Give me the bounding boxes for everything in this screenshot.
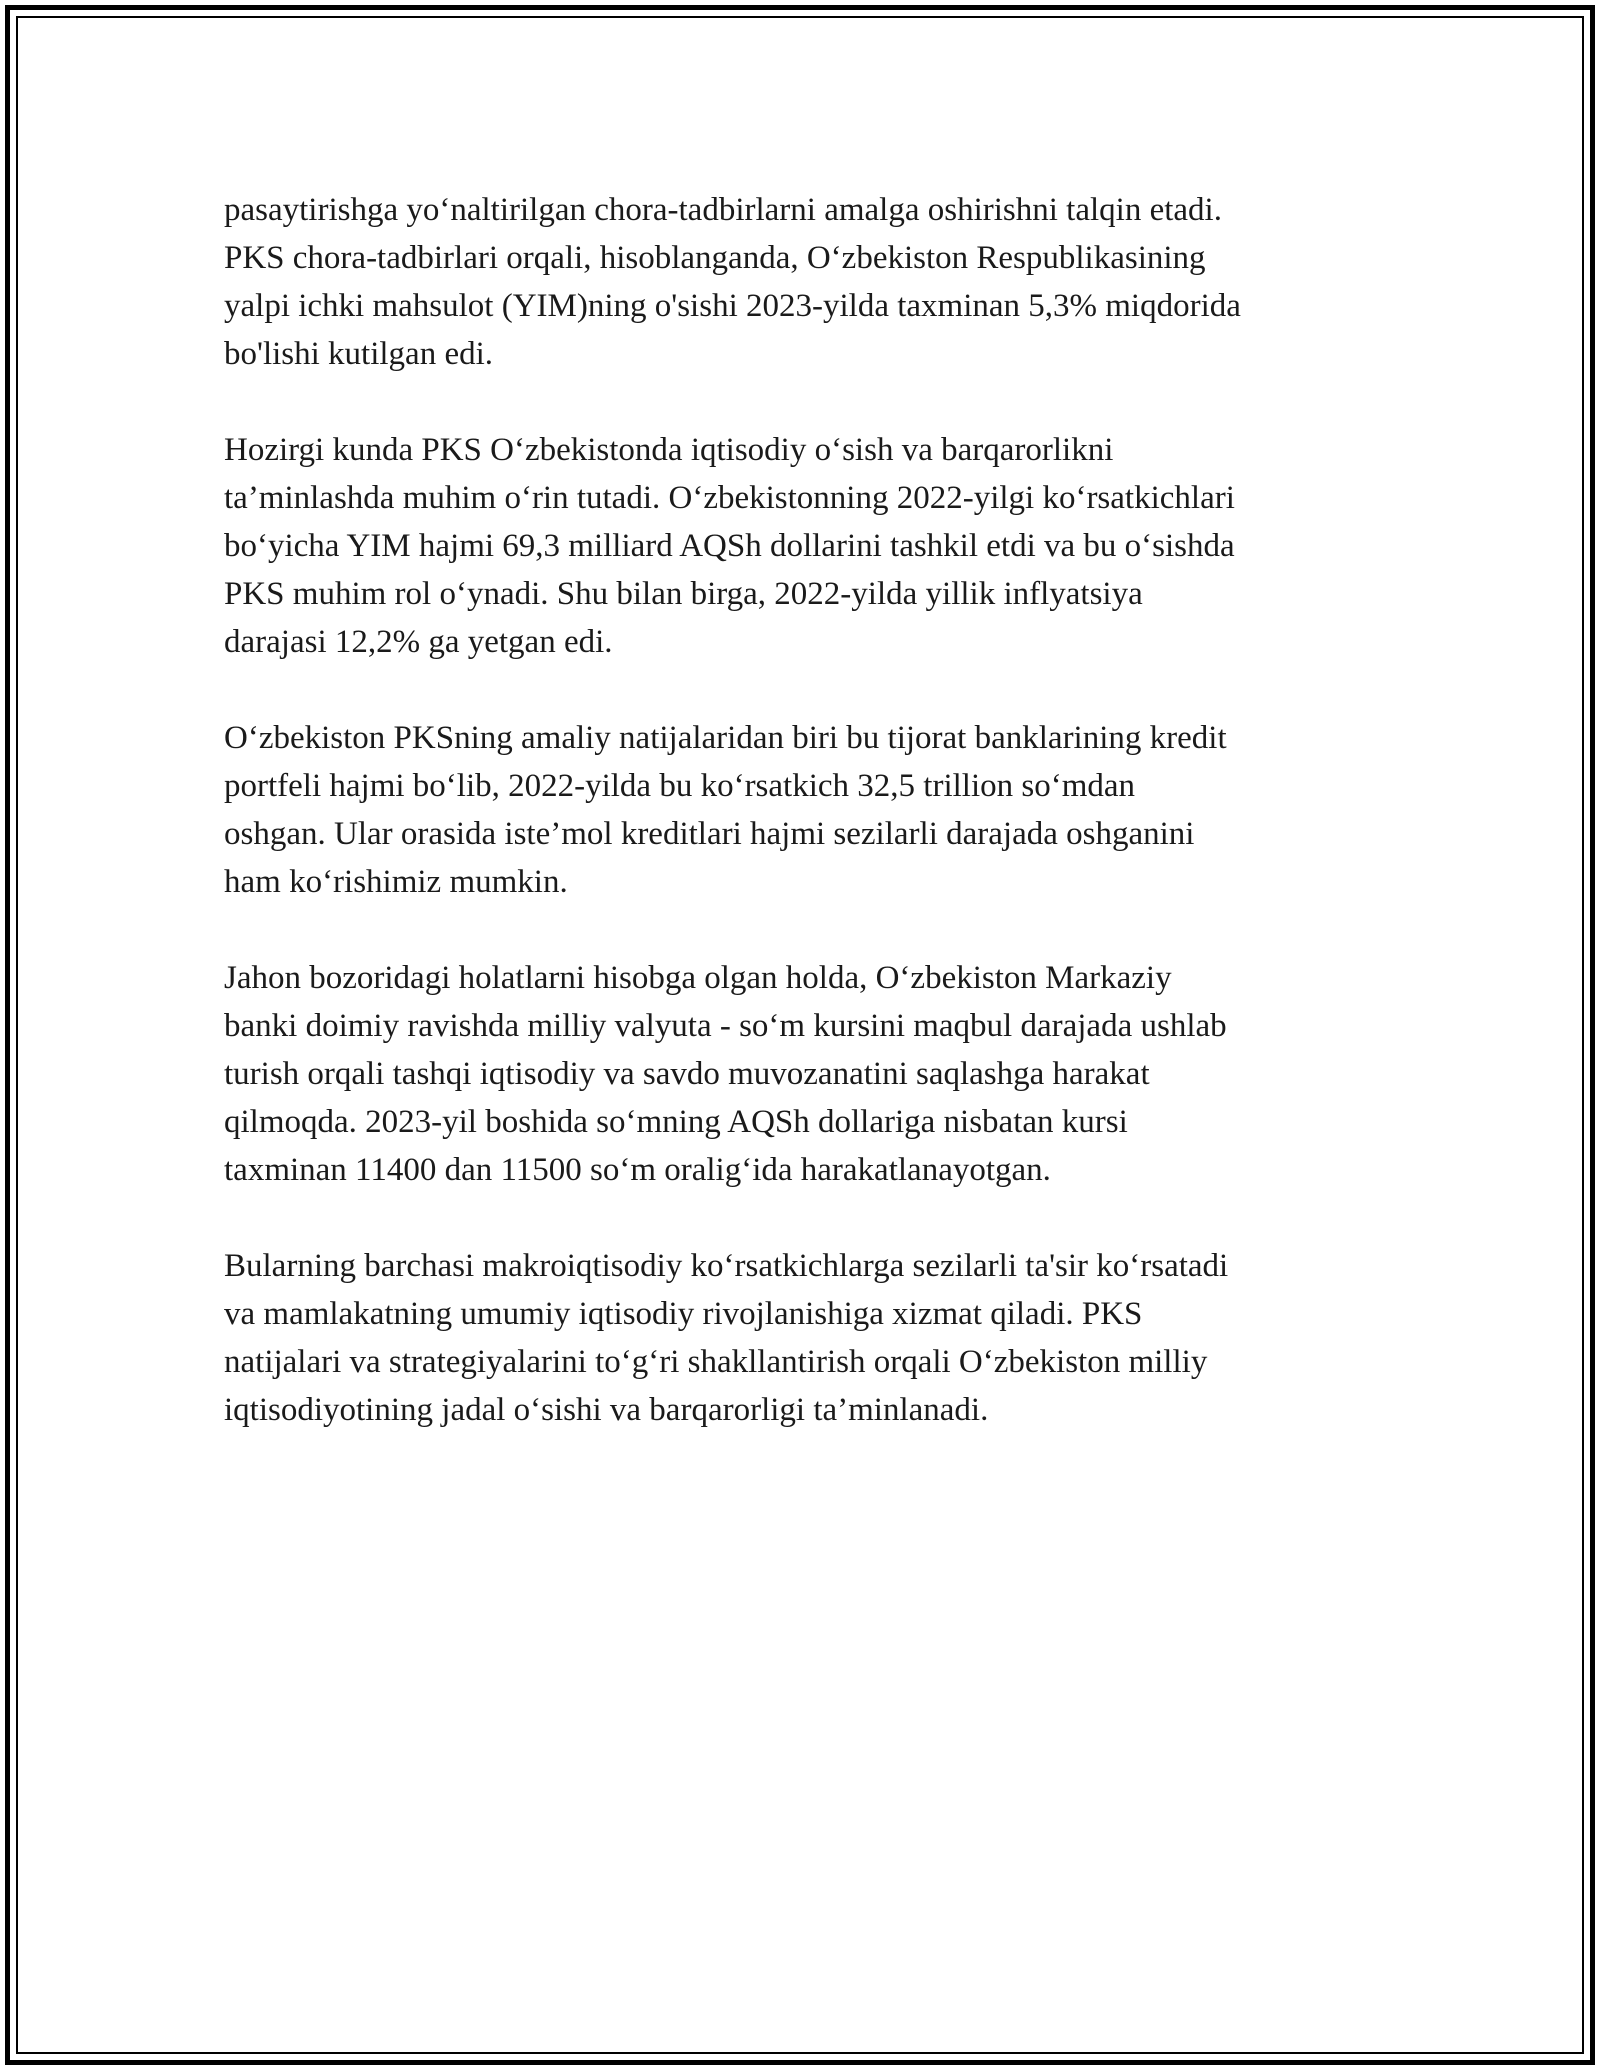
document-body	[224, 186, 1384, 1482]
text-line: portfeli hajmi bo‘lib, 2022-yilda bu ko‘rsatkich 32,5 trillion so‘mdan	[224, 768, 1136, 804]
text-line: Hozirgi kunda PKS O‘zbekistonda iqtisodiy o‘sish va barqarorlikni	[224, 432, 1114, 468]
text-line: va mamlakatning umumiy iqtisodiy rivojlanishiga xizmat qiladi. PKS	[224, 1296, 1143, 1332]
text-line: natijalari va strategiyalarini to‘g‘ri shakllantirish orqali O‘zbekiston milliy	[224, 1344, 1208, 1380]
text-line: bo‘yicha YIM hajmi 69,3 milliard AQSh dollarini tashkil etdi va bu o‘sishda	[224, 528, 1235, 564]
text-line: banki doimiy ravishda milliy valyuta - so‘m kursini maqbul darajada ushlab	[224, 1008, 1227, 1044]
paragraph-3	[224, 714, 1384, 906]
text-line: qilmoqda. 2023-yil boshida so‘mning AQSh dollariga nisbatan kursi	[224, 1104, 1128, 1140]
text-line: oshgan. Ular orasida iste’mol kreditlari hajmi sezilarli darajada oshganini	[224, 816, 1195, 852]
text-line: taxminan 11400 dan 11500 so‘m oralig‘ida harakatlanayotgan.	[224, 1152, 1051, 1188]
text-line: bo'lishi kutilgan edi.	[224, 336, 494, 372]
text-line: PKS chora-tadbirlari orqali, hisoblanganda, O‘zbekiston Respublikasining	[224, 240, 1206, 276]
text-line: iqtisodiyotining jadal o‘sishi va barqarorligi ta’minlanadi.	[224, 1392, 989, 1428]
paragraph-2	[224, 426, 1384, 666]
text-line: ham ko‘rishimiz mumkin.	[224, 864, 568, 900]
text-line: Bularning barchasi makroiqtisodiy ko‘rsatkichlarga sezilarli ta'sir ko‘rsatadi	[224, 1248, 1229, 1284]
paragraph-1	[224, 186, 1384, 378]
text-line: PKS muhim rol o‘ynadi. Shu bilan birga, 2022-yilda yillik inflyatsiya	[224, 576, 1143, 612]
text-line: ta’minlashda muhim o‘rin tutadi. O‘zbekistonning 2022-yilgi ko‘rsatkichlari	[224, 480, 1235, 516]
text-line: pasaytirishga yo‘naltirilgan chora-tadbirlarni amalga oshirishni talqin etadi.	[224, 192, 1222, 228]
paragraph-5	[224, 1242, 1384, 1434]
text-line: darajasi 12,2% ga yetgan edi.	[224, 624, 613, 660]
text-line: yalpi ichki mahsulot (YIM)ning o'sishi 2023-yilda taxminan 5,3% miqdorida	[224, 288, 1241, 324]
text-line: Jahon bozoridagi holatlarni hisobga olgan holda, O‘zbekiston Markaziy	[224, 960, 1172, 996]
paragraph-4	[224, 954, 1384, 1194]
text-line: turish orqali tashqi iqtisodiy va savdo muvozanatini saqlashga harakat	[224, 1056, 1150, 1092]
text-line: O‘zbekiston PKSning amaliy natijalaridan biri bu tijorat banklarining kredit	[224, 720, 1227, 756]
